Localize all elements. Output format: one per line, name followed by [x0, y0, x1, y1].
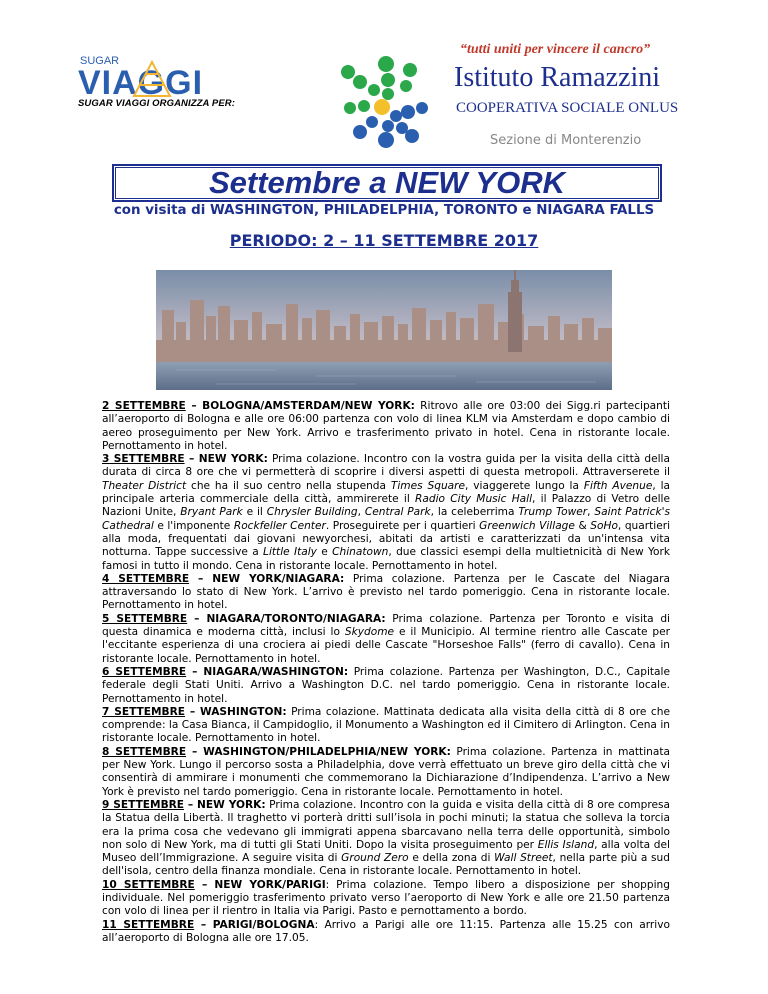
trip-period: PERIODO: 2 – 11 SETTEMBRE 2017	[229, 231, 539, 250]
ramazzini-name: Istituto Ramazzini	[454, 62, 661, 93]
place-name: Bryant Park	[180, 506, 243, 519]
day-text: &	[574, 519, 591, 532]
day-text: , nella parte più a sud dell'isola, centro della finanza mondiale. Cena in ristorante locale. Pernottamento in hotel.	[102, 852, 670, 878]
itinerary-day	[102, 453, 670, 573]
place-name: Trump Tower	[518, 506, 588, 519]
place-name: Times Square	[390, 479, 466, 492]
day-text: che ha il suo centro nella stupenda	[186, 479, 391, 492]
ramazzini-section: Sezione di Monterenzio	[490, 133, 642, 148]
day-date: 9 SETTEMBRE	[102, 798, 185, 811]
day-route: – NEW YORK:	[184, 453, 268, 466]
day-route: – NEW YORK/PARIGI	[194, 878, 326, 891]
day-text: : Prima colazione. Tempo libero a disposizione per shopping individuale. Nel pomeriggio trasferimento privato verso l’aeroporto di New York e alle ore 21.50 partenza con volo di linea per il rientro in Italia via Parigi. Pasto e pernottamento a bordo.	[102, 878, 670, 918]
itinerary-day	[102, 706, 670, 746]
itinerary-day	[102, 746, 670, 799]
day-date: 11 SETTEMBRE	[102, 918, 195, 931]
day-text: Ritrovo alle ore 03:00 dei Sigg.ri partecipanti all’aeroporto di Bologna e alle ore 06:00 partenza con volo di linea KLM via Amsterdam e dopo cambio di aereo proseguimento per New York. Arrivo e trasferimento privato in hotel. Cena in ristorante locale. Pernottamento in hotel.	[102, 400, 670, 452]
itinerary-day	[102, 666, 670, 706]
day-text: , alla volta del Museo dell’Immigrazione. A seguire visita di	[102, 838, 670, 865]
day-text: Prima colazione. Partenza per Toronto e visita di questa dinamica e moderna città, inclusi lo	[102, 612, 670, 639]
itinerary-day	[102, 879, 670, 919]
day-text: . Proseguirete per i quartieri	[325, 519, 480, 532]
day-date: 5 SETTEMBRE	[102, 612, 188, 625]
day-route: – NEW YORK:	[184, 798, 266, 811]
page-subtitle: con visita di WASHINGTON, PHILADELPHIA, TORONTO e NIAGARA FALLS	[113, 203, 655, 218]
day-text: e della zona di	[408, 852, 495, 865]
place-name: Central Park	[364, 506, 431, 519]
day-text: : Arrivo a Parigi alle ore 11:15. Partenza alle 15.25 con arrivo all’aeroporto di Bologna alle ore 17.05.	[102, 918, 670, 944]
day-route: – WASHINGTON:	[185, 705, 287, 718]
day-text: e l'imponente	[153, 519, 234, 532]
day-route: – BOLOGNA/AMSTERDAM/NEW YORK:	[185, 400, 415, 412]
day-date: 2 SETTEMBRE	[102, 400, 186, 412]
place-name: SoHo	[590, 519, 618, 532]
itinerary-day	[102, 919, 670, 946]
place-name: Rockfeller Center	[233, 519, 326, 532]
itinerary-day	[102, 400, 670, 453]
page-title: Settembre a NEW YORK	[208, 165, 565, 200]
day-date: 4 SETTEMBRE	[102, 572, 190, 585]
day-route: – NIAGARA/TORONTO/NIAGARA:	[187, 612, 386, 625]
day-text: Prima colazione. Partenza in mattinata per New York. Lungo il percorso sosta a Philadelphia, dove verrà effettuato un breve giro della città che vi consentirà di ammirare i monumenti che commemorano la Dichiarazione d’Indipendenza. L’arrivo a New York è previsto nel tardo pomeriggio. Cena in ristorante locale. Pernottamento in hotel.	[102, 745, 670, 798]
day-text: ,	[587, 506, 595, 519]
day-date: 3 SETTEMBRE	[102, 453, 185, 466]
place-name: Greenwich Village	[479, 519, 575, 532]
title-box	[112, 164, 662, 202]
place-name: Chrysler Building	[266, 506, 358, 519]
place-name: Skydome	[344, 626, 395, 639]
day-text: , la celeberrima	[430, 506, 519, 519]
day-route: – NIAGARA/WASHINGTON:	[186, 665, 349, 678]
place-name: Little Italy	[263, 546, 317, 559]
day-text: , quartieri alla moda, frequentati dai giovani newyorchesi, abitati da artisti e caratterizzati da un'intensa vita notturna. Tappe successive a	[102, 519, 671, 559]
day-date: 10 SETTEMBRE	[102, 878, 195, 891]
day-route: – NEW YORK/NIAGARA:	[189, 572, 345, 585]
day-text: , il Palazzo di Vetro delle Nazioni Unite,	[102, 493, 671, 519]
place-name: Ellis Island	[537, 838, 595, 851]
day-text: Prima colazione. Partenza per le Cascate del Niagara attraversando lo stato di New York. L’arrivo è previsto nel tardo pomeriggio. Cena in ristorante locale. Pernottamento in hotel.	[102, 572, 671, 612]
sugar-viaggi-logo	[78, 52, 243, 97]
day-text: e	[316, 546, 333, 559]
itinerary-day	[102, 613, 670, 666]
day-text: , viaggerete lungo la	[465, 479, 584, 492]
place-name: Chinatown	[332, 546, 389, 559]
day-text: , due classici esempi della multietnicità di New York famosi in tutto il mondo. Cena in ristorante locale. Pernottamento in hotel.	[102, 546, 671, 572]
itinerary-day	[102, 573, 670, 613]
day-text: Prima colazione. Mattinata dedicata alla visita della città di 8 ore che comprende: la Casa Bianca, il Campidoglio, il Monumento a Washington ed il Cimitero di Arlington. Cena in ristorante locale. Pernottamento in hotel.	[102, 705, 670, 745]
day-text: e il Municipio. Al termine rientro alle Cascate per l'eccitante esperienza di una crociera ai piedi delle Cascate "Horseshoe Falls" (ferro di cavallo). Cena in ristorante locale. Pernottamento in hotel.	[102, 626, 670, 665]
new-york-skyline-image	[156, 270, 612, 390]
day-text: Prima colazione. Partenza per Washington, D.C., Capitale federale degli Stati Uniti. Arrivo a Washington D.C. nel tardo pomeriggio. Cena in ristorante locale. Pernottamento in hotel.	[102, 665, 670, 705]
sugar-logo-small-text: SUGAR	[80, 55, 120, 67]
place-name: Radio City Music Hall	[415, 493, 533, 506]
sugar-tagline: SUGAR VIAGGI ORGANIZZA PER:	[78, 98, 235, 109]
day-date: 7 SETTEMBRE	[102, 705, 186, 718]
day-text: , la principale arteria commerciale della città, ammirerete il	[102, 479, 671, 506]
day-text: Prima colazione. Incontro con la guida e visita della città di 8 ore compresa la Statua della Libertà. Il traghetto vi porterà dritti sull’isola in pochi minuti; la statua che solleva la torcia era la prima cosa che vedevano gli immigrati appena sbarcavano nella terra delle opportunità, simbolo non solo di New York, ma di tutti gli Stati Uniti. Dopo la visita proseguimento per	[102, 798, 670, 851]
ramazzini-subtitle: COOPERATIVA SOCIALE ONLUS	[456, 100, 679, 116]
day-route: – WASHINGTON/PHILADELPHIA/NEW YORK:	[186, 745, 451, 758]
itinerary-day	[102, 799, 670, 879]
sugar-logo-big-text: VIAGGI	[78, 64, 204, 97]
ramazzini-logo	[330, 42, 679, 157]
place-name: Ground Zero	[341, 852, 409, 865]
day-text: ,	[357, 506, 365, 519]
day-date: 8 SETTEMBRE	[102, 745, 187, 758]
place-name: Saint Patrick's Cathedral	[102, 506, 671, 532]
ramazzini-slogan: “tutti uniti per vincere il cancro”	[460, 42, 651, 57]
day-date: 6 SETTEMBRE	[102, 665, 187, 678]
day-text: e il	[242, 506, 267, 519]
place-name: Theater District	[102, 479, 187, 492]
place-name: Wall Street	[494, 852, 553, 865]
day-text: Prima colazione. Incontro con la vostra guida per la visita della città della durata di circa 8 ore che vi permetterà di scoprire i diversi aspetti di questa metropoli. Attraverserete il	[102, 453, 670, 479]
bubbles-icon	[330, 50, 440, 160]
day-route: – PARIGI/BOLOGNA	[194, 918, 315, 931]
place-name: Fifth Avenue	[583, 479, 653, 492]
itinerary	[102, 400, 670, 945]
